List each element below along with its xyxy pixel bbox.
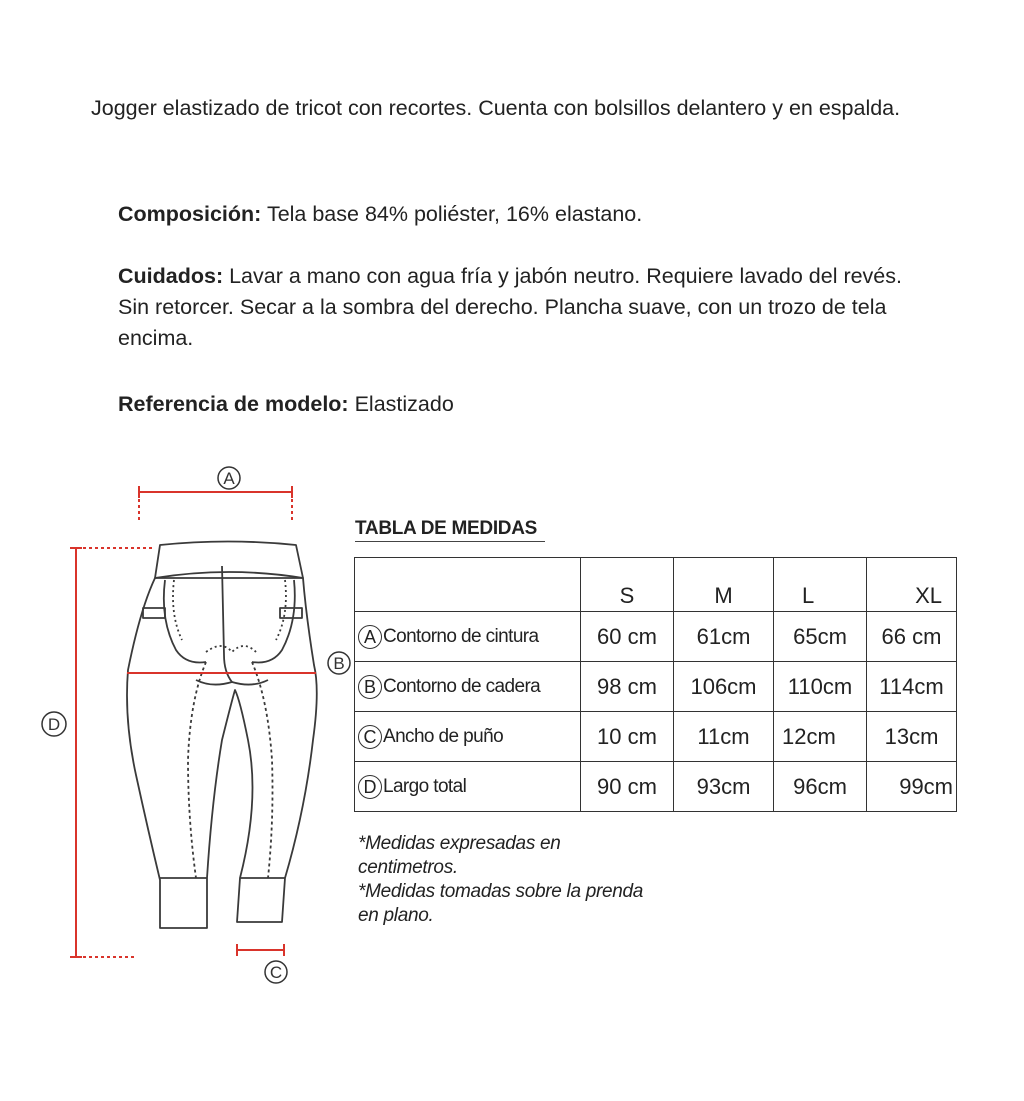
product-description: Jogger elastizado de tricot con recortes. Cuenta con bolsillos delantero y en espalda. (91, 96, 901, 120)
care-text: Lavar a mano con agua fría y jabón neutro. Requiere lavado del revés. Sin retorcer. Secar a la sombra del derecho. Plancha suave, con un trozo de tela encima. (118, 264, 902, 350)
panel-seam-left (188, 662, 206, 878)
table-cell: 90 cm (581, 762, 674, 812)
center-front-seam (222, 566, 232, 682)
row-label-text: Contorno de cadera (383, 675, 541, 697)
table-row (355, 712, 957, 762)
yoke-stitch (206, 646, 256, 652)
table-cell: 60 cm (581, 612, 674, 662)
table-cell: 11cm (674, 712, 774, 762)
table-cell: 96cm (774, 762, 867, 812)
note-units: *Medidas expresadas en centimetros. (358, 833, 561, 878)
table-cell: 65cm (774, 612, 867, 662)
care-section (118, 261, 918, 354)
size-header-xl: XL (867, 558, 957, 612)
table-row (355, 762, 957, 812)
marker-b-label: B (333, 654, 345, 673)
table-cell: 99cm (867, 762, 957, 812)
jogger-technical-drawing (0, 455, 360, 1000)
panel-seam-right (252, 662, 273, 878)
table-cell: 10 cm (581, 712, 674, 762)
pocket-left-stitch (173, 580, 182, 640)
pocket-right (252, 580, 295, 663)
row-label-hip (355, 662, 581, 712)
garment-outline (127, 542, 317, 929)
table-cell: 66 cm (867, 612, 957, 662)
row-marker-a: A (358, 625, 382, 649)
composition-text: Tela base 84% poliéster, 16% elastano. (266, 202, 643, 226)
table-cell: 106cm (674, 662, 774, 712)
row-label-text: Ancho de puño (383, 725, 504, 747)
model-reference-label: Referencia de modelo: (118, 392, 349, 416)
care-label: Cuidados: (118, 264, 224, 288)
table-cell: 13cm (867, 712, 957, 762)
marker-a-label: A (223, 469, 235, 488)
size-table (354, 557, 957, 812)
size-header-l: L (774, 558, 867, 612)
size-table-title: TABLA DE MEDIDAS (355, 518, 545, 542)
composition-section (118, 199, 918, 230)
row-label-waist (355, 612, 581, 662)
marker-c-label: C (269, 963, 283, 982)
measure-lines (70, 486, 292, 957)
table-cell: 93cm (674, 762, 774, 812)
table-cell: 61cm (674, 612, 774, 662)
row-label-text: Contorno de cintura (383, 625, 539, 647)
measurement-notes (358, 832, 658, 928)
table-cell: 98 cm (581, 662, 674, 712)
model-reference-text: Elastizado (354, 392, 454, 416)
table-row (355, 612, 957, 662)
table-cell: 12cm (774, 712, 867, 762)
table-cell: 114cm (867, 662, 957, 712)
row-marker-b: B (358, 675, 382, 699)
size-table-header-row (355, 558, 957, 612)
table-row (355, 662, 957, 712)
table-cell: 110cm (774, 662, 867, 712)
pocket-left (164, 580, 206, 663)
note-flat: *Medidas tomadas sobre la prenda en plano. (358, 881, 644, 926)
row-label-cuff (355, 712, 581, 762)
measure-markers (42, 467, 350, 983)
size-header-s: S (581, 558, 674, 612)
size-header-m: M (674, 558, 774, 612)
composition-label: Composición: (118, 202, 262, 226)
row-label-length (355, 762, 581, 812)
size-table-corner (355, 558, 581, 612)
model-reference-section (118, 389, 918, 420)
pocket-right-stitch (276, 580, 286, 640)
row-marker-c: C (358, 725, 382, 749)
row-marker-d: D (358, 775, 382, 799)
waistband (155, 542, 303, 579)
row-label-text: Largo total (383, 775, 467, 797)
coin-pocket-left (143, 608, 165, 618)
marker-d-label: D (47, 715, 61, 734)
pants-body (127, 578, 317, 928)
